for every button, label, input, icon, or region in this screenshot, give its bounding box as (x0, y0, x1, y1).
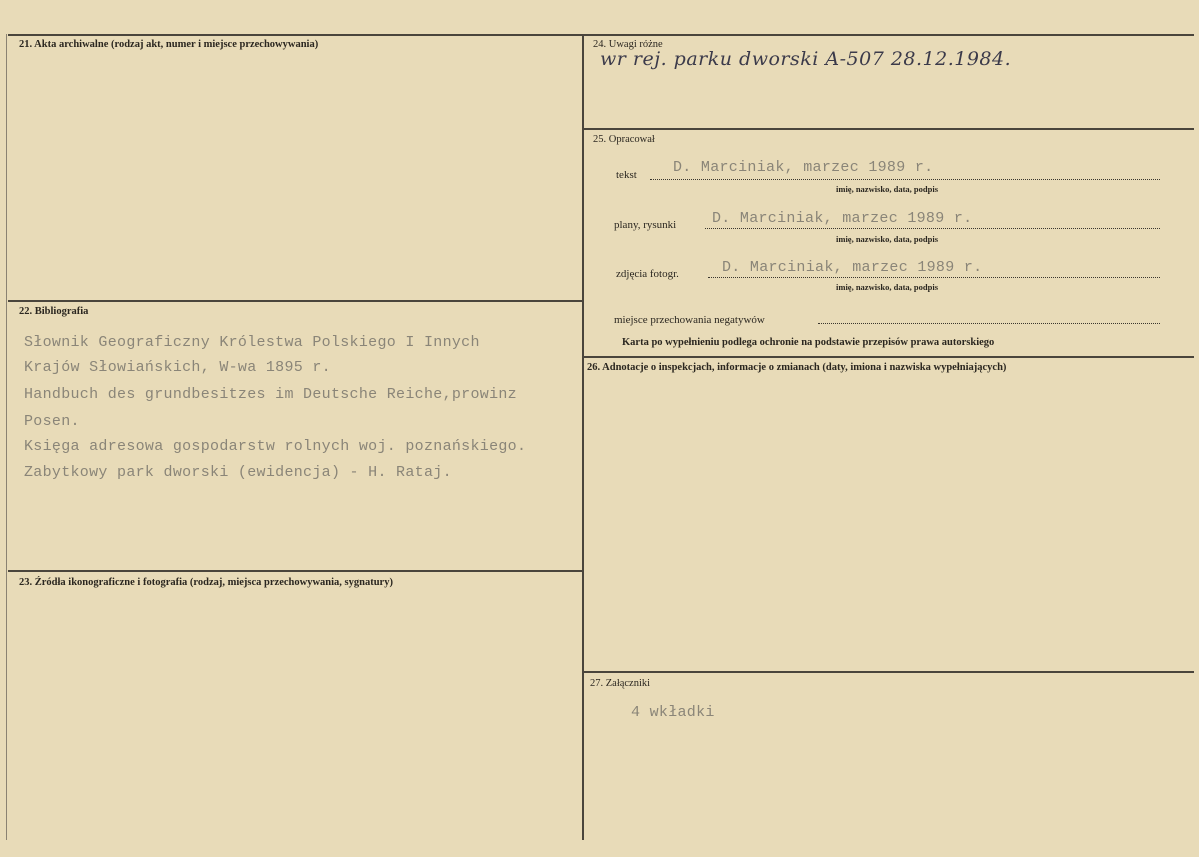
plany-line (705, 228, 1160, 229)
plany-label: plany, rysunki (614, 219, 677, 231)
zdjecia-sublabel: imię, nazwisko, data, podpis (836, 282, 939, 292)
plany-value: D. Marciniak, marzec 1989 r. (712, 210, 973, 227)
bibliography-line-1: Słownik Geograficzny Królestwa Polskiego I Innych (24, 334, 480, 351)
negatywy-label: miejsce przechowania negatywów (614, 314, 765, 326)
bibliography-line-3: Handbuch des grundbesitzes im Deutsche Reiche,prowinz (24, 386, 517, 403)
section-25-label: 25. Opracował (593, 134, 655, 145)
section-22-label: 22. Bibliografia (19, 306, 89, 317)
top-divider (8, 34, 1194, 36)
tekst-value: D. Marciniak, marzec 1989 r. (673, 159, 934, 176)
zdjecia-label: zdjęcia fotogr. (616, 268, 679, 280)
section-26-label: 26. Adnotacje o inspekcjach, informacje o zmianach (daty, imiona i nazwiska wypełniających) (587, 362, 1007, 373)
section-27-label: 27. Załączniki (590, 678, 651, 689)
tekst-label: tekst (616, 169, 637, 181)
attachments-value: 4 wkładki (631, 704, 715, 721)
tekst-sublabel: imię, nazwisko, data, podpis (836, 184, 939, 194)
divider-22-23 (8, 570, 582, 572)
divider-24-25 (584, 128, 1194, 130)
zdjecia-line (708, 277, 1160, 278)
section-24-label: 24. Uwagi różne (593, 39, 663, 50)
section-23-label: 23. Źródła ikonograficzne i fotografia (rodzaj, miejsca przechowywania, sygnatury) (19, 577, 393, 588)
negatywy-line (818, 323, 1160, 324)
tekst-line (650, 179, 1160, 180)
divider-26-27 (584, 671, 1194, 673)
bibliography-line-6: Zabytkowy park dworski (ewidencja) - H. Rataj. (24, 464, 452, 481)
zdjecia-value: D. Marciniak, marzec 1989 r. (722, 259, 983, 276)
divider-25-26 (584, 356, 1194, 358)
bibliography-line-5: Księga adresowa gospodarstw rolnych woj. poznańskiego. (24, 438, 527, 455)
plany-sublabel: imię, nazwisko, data, podpis (836, 234, 939, 244)
handwritten-note: wr rej. parku dworski A-507 28.12.1984. (600, 48, 1012, 70)
center-divider (582, 34, 584, 840)
bibliography-line-4: Posen. (24, 413, 80, 430)
section-21-label: 21. Akta archiwalne (rodzaj akt, numer i miejsce przechowywania) (19, 39, 319, 50)
divider-21-22 (8, 300, 582, 302)
left-border (6, 34, 7, 840)
bibliography-line-2: Krajów Słowiańskich, W-wa 1895 r. (24, 359, 331, 376)
copyright-note: Karta po wypełnieniu podlega ochronie na podstawie przepisów prawa autorskiego (622, 337, 995, 348)
